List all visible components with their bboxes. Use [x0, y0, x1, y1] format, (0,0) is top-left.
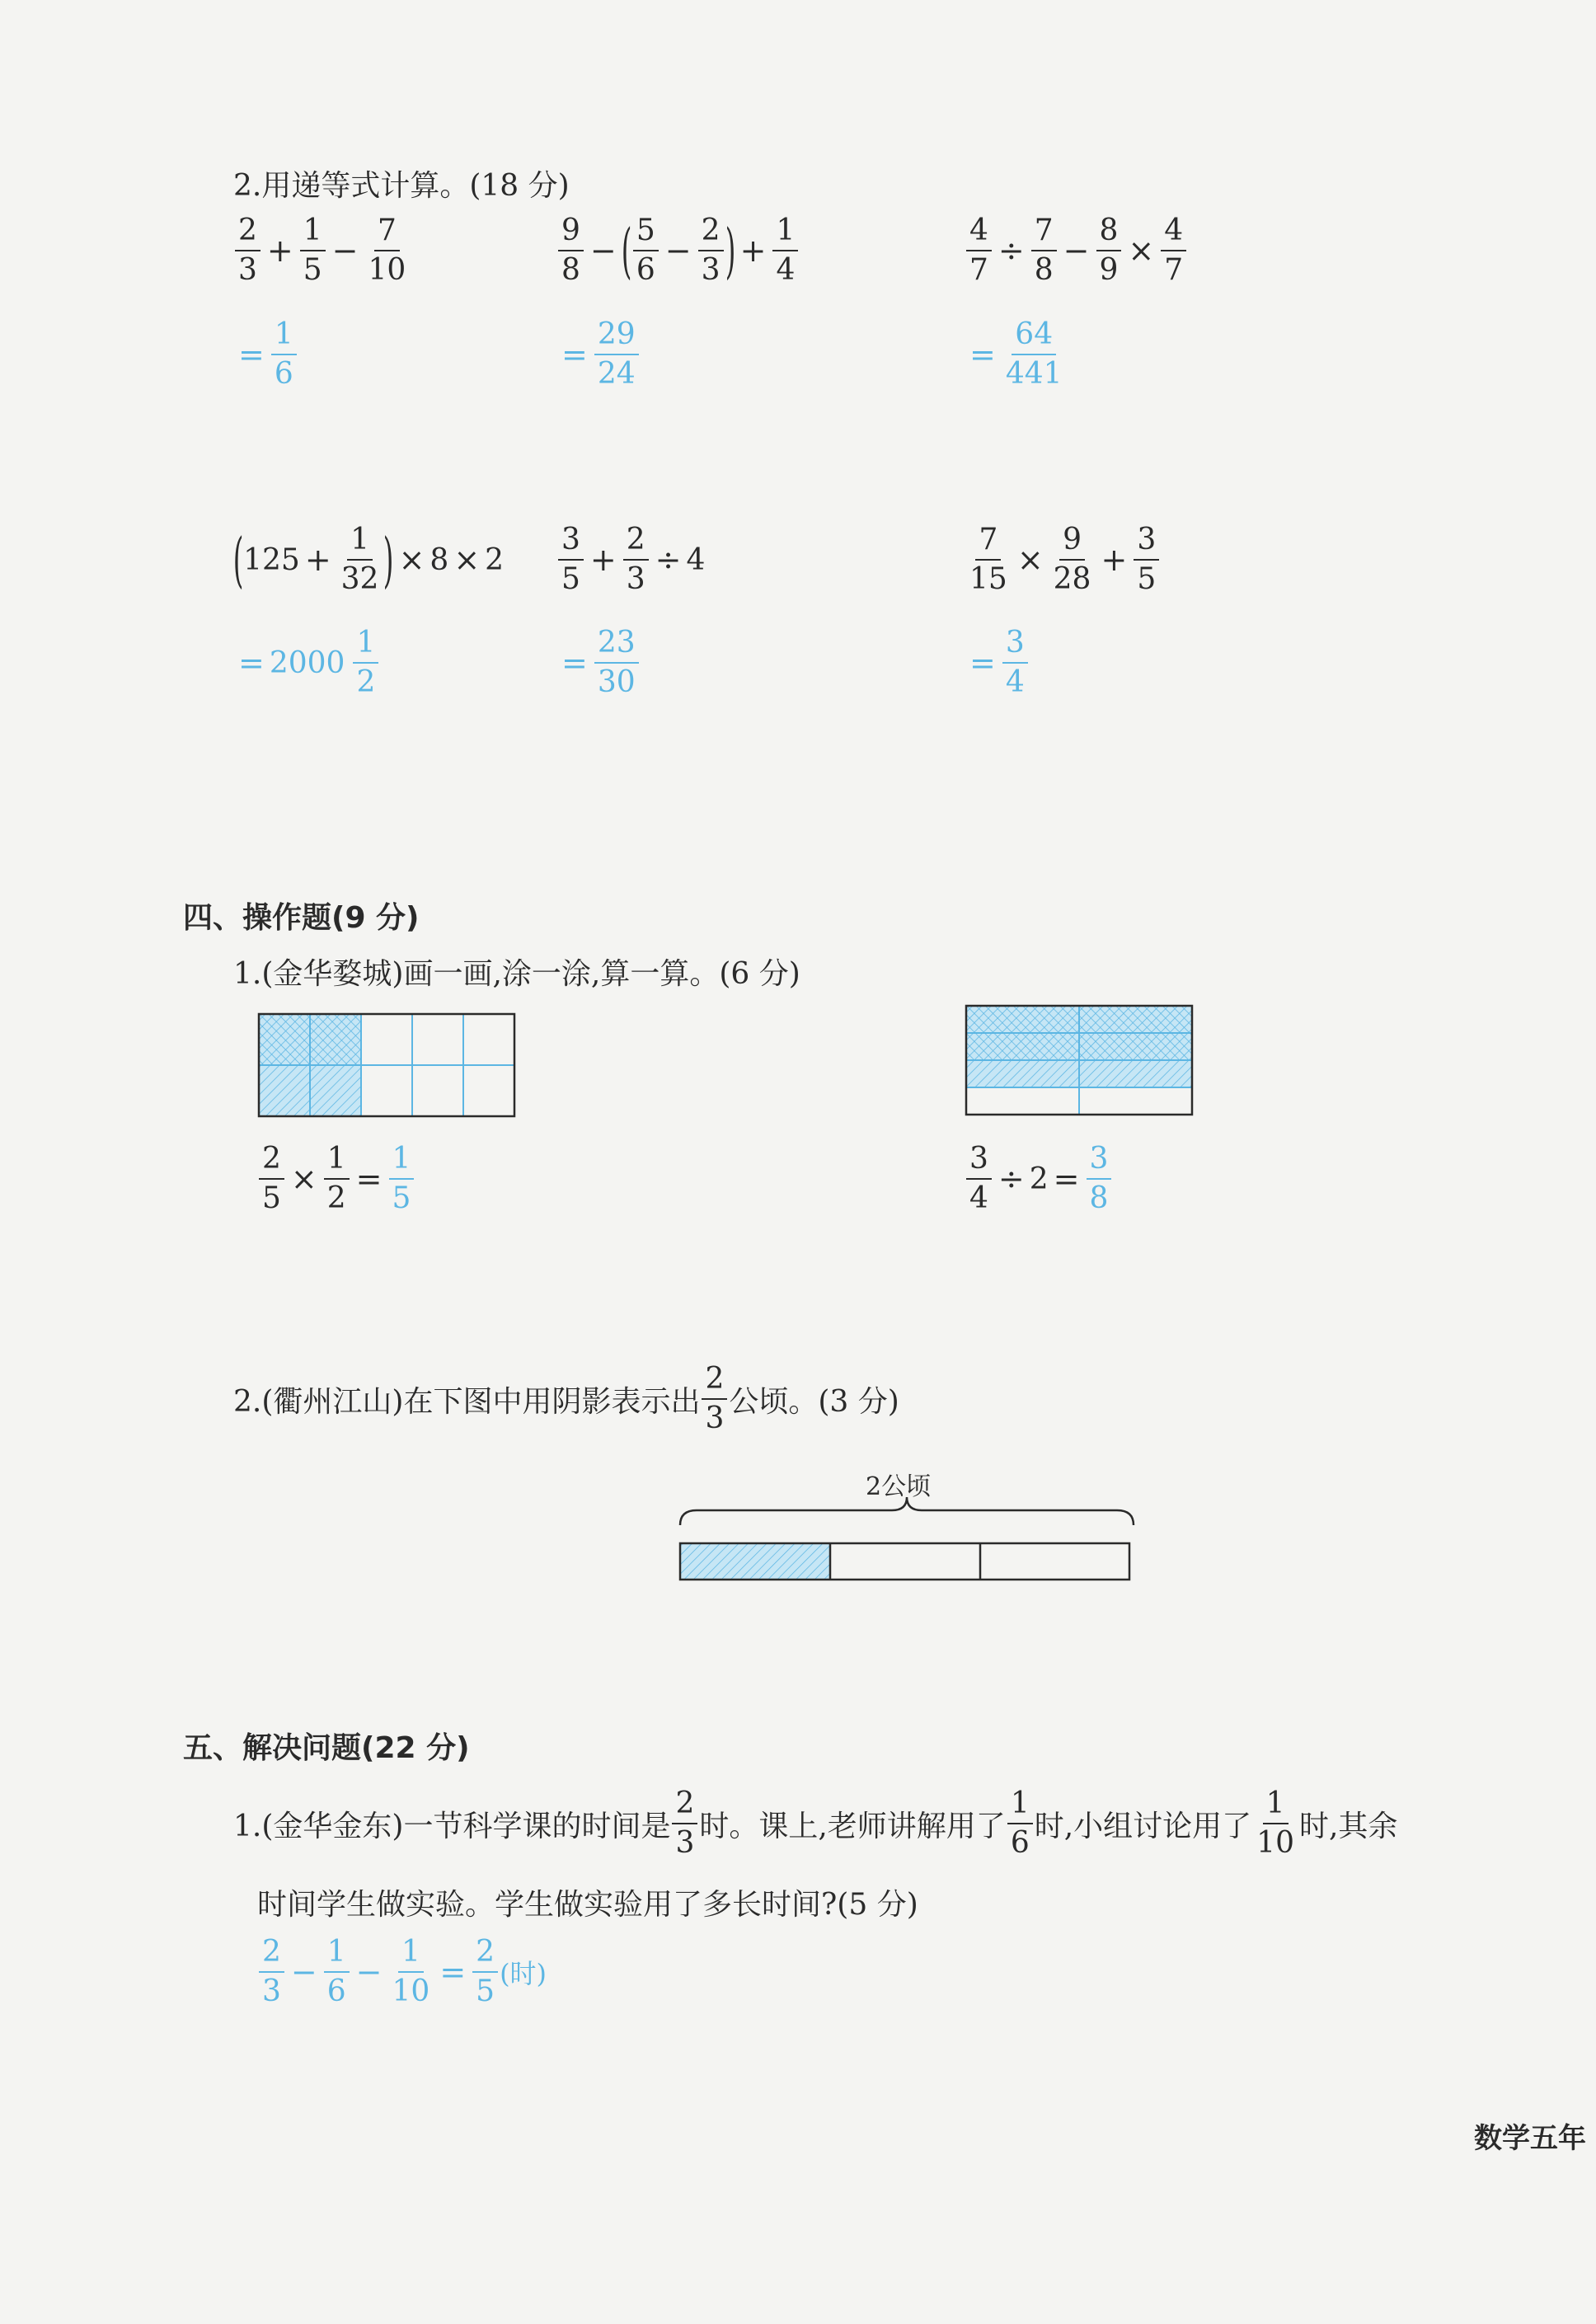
page-footer: 数学五年	[1474, 2122, 1586, 2155]
problem-5-answer: = $\frac{23}{30}$	[556, 628, 641, 697]
section-4-q2-title: 2.(衢州江山)在下图中用阴影表示出 $\frac{2}{3}$ 公顷。(3 分)	[233, 1362, 899, 1435]
problem-6-expression: $\frac{7}{15}$ × $\frac{9}{28}$ + $\frac{3}{5}$	[965, 525, 1161, 594]
problem-3-expression: $\frac{4}{7}$ ÷ $\frac{7}{8}$ − $\frac{8}{9}$ × $\frac{4}{7}$	[965, 216, 1188, 285]
problem-1-expression: $\frac{2}{3}$ + $\frac{1}{5}$ − $\frac{7}{10}$	[233, 216, 411, 285]
multiply-equation: $\frac{2}{5}$ × $\frac{1}{2}$ = $\frac{1}{5}$	[257, 1144, 415, 1214]
problem-2-answer: = $\frac{29}{24}$	[556, 320, 641, 389]
section-q2-title: 2.用递等式计算。(18 分)	[233, 169, 570, 203]
section-5-q1-line2: 时间学生做实验。学生做实验用了多长时间?(5 分)	[257, 1888, 918, 1922]
problem-4-expression: ( 125 + $\frac{1}{32}$ ) × 8 × 2	[232, 523, 505, 596]
section-5-q1-answer: $\frac{2}{3}$ − $\frac{1}{6}$ − $\frac{1}{10}$ = $\frac{2}{5}$ (时)	[257, 1937, 547, 2007]
section-4-title: 四、操作题(9 分)	[183, 901, 420, 935]
bar-brace	[680, 1497, 1134, 1525]
section-5-title: 五、解决问题(22 分)	[183, 1731, 470, 1765]
multiply-grid-diagram	[257, 1012, 518, 1118]
hectare-bar-diagram	[676, 1494, 1138, 1589]
problem-3-answer: = $\frac{64}{441}$	[969, 317, 1063, 391]
section-4-q1-title: 1.(金华婺城)画一画,涂一涂,算一算。(6 分)	[233, 957, 800, 991]
problem-4-answer: = 2000 $\frac{1}{2}$	[233, 628, 380, 697]
problem-2-expression: $\frac{9}{8}$ − ( $\frac{5}{6}$ − $\frac{2}{3}$ ) + $\frac{1}{4}$	[556, 216, 800, 285]
divide-equation: $\frac{3}{4}$ ÷ 2 = $\frac{3}{8}$	[965, 1144, 1113, 1214]
problem-5-expression: $\frac{3}{5}$ + $\frac{2}{3}$ ÷ 4	[556, 525, 705, 594]
problem-6-answer: = $\frac{3}{4}$	[965, 628, 1030, 697]
bar-total-label: 2公顷	[866, 1472, 932, 1501]
divide-grid-diagram	[965, 1004, 1195, 1120]
section-5-q1-line1: 1.(金华金东)一节科学课的时间是 $\frac{2}{3}$ 时。课上,老师讲解用了 $\frac{1}{6}$ 时,小组讨论用了 $\frac{1}{10}$ 时,其余	[233, 1786, 1398, 1860]
problem-1-answer: = $\frac{1}{6}$	[233, 320, 298, 389]
